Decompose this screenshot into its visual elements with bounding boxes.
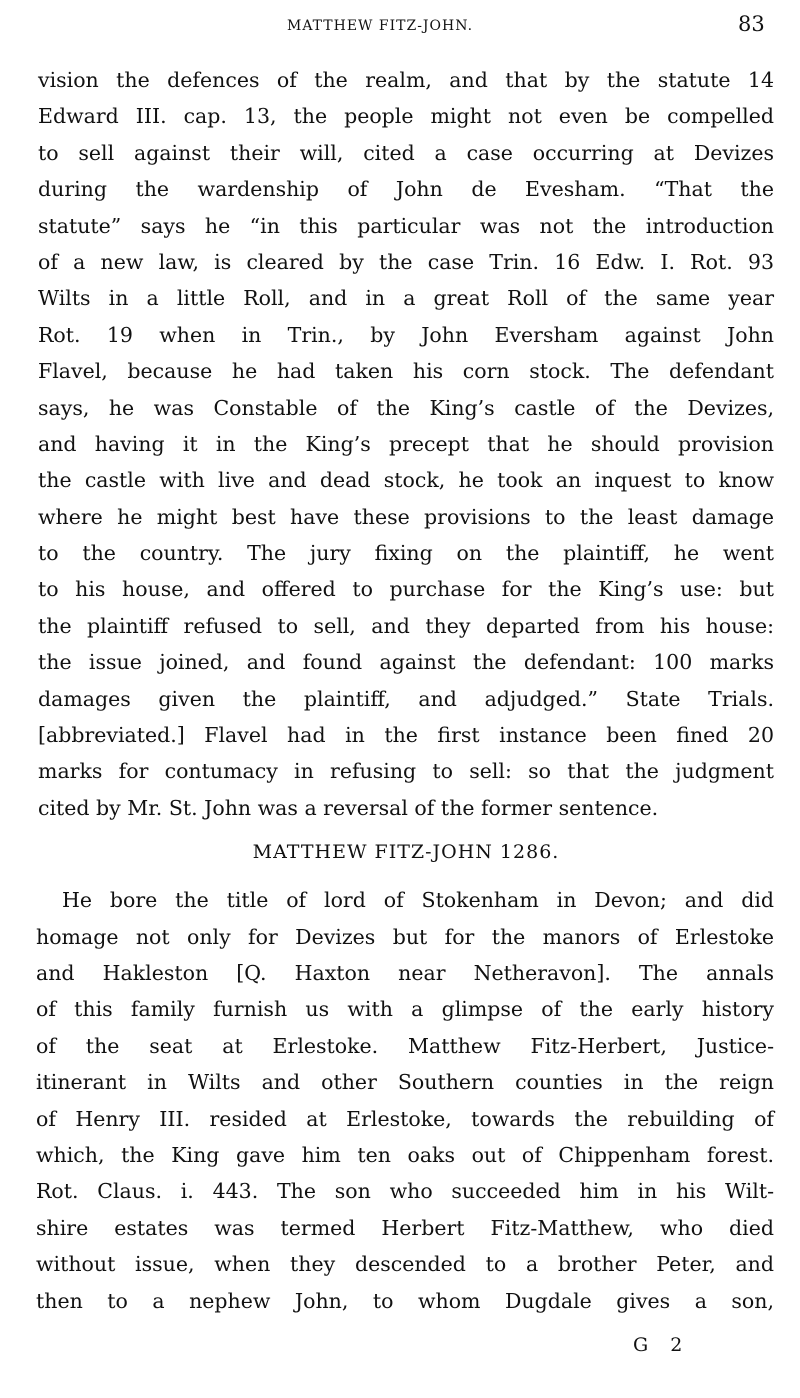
text-line: the issue joined, and found against the defendant: 100 marks <box>38 650 774 675</box>
text-line: Edward III. cap. 13, the people might not even be compelled <box>38 104 774 129</box>
text-line: He bore the title of lord of Stokenham in Devon; and did <box>62 888 774 913</box>
text-line: says, he was Constable of the King’s castle of the Devizes, <box>38 395 774 420</box>
text-line: which, the King gave him ten oaks out of Chippenham forest. <box>36 1142 774 1167</box>
paragraph-2 <box>36 882 774 1319</box>
text-line: vision the defences of the realm, and that by the statute 14 <box>38 68 774 92</box>
text-line: and Hakleston [Q. Haxton near Netheravon]. The annals <box>36 960 774 985</box>
text-line: of a new law, is cleared by the case Trin. 16 Edw. I. Rot. 93 <box>38 249 774 274</box>
text-line: Wilts in a little Roll, and in a great Roll of the same year <box>38 286 774 311</box>
running-title: MATTHEW FITZ-JOHN. <box>287 18 474 34</box>
text-line: cited by Mr. St. John was a reversal of the former sentence. <box>38 795 659 820</box>
text-line: Rot. 19 when in Trin., by John Eversham against John <box>38 322 774 347</box>
text-line: itinerant in Wilts and other Southern counties in the reign <box>36 1070 774 1095</box>
text-line: where he might best have these provisions to the least damage <box>38 504 774 529</box>
text-line: statute” says he “in this particular was not the introduction <box>38 213 774 238</box>
text-line: to his house, and offered to purchase for the King’s use: but <box>38 577 774 602</box>
text-line: then to a nephew John, to whom Dugdale gives a son, <box>36 1288 774 1313</box>
text-line: of Henry III. resided at Erlestoke, towards the rebuilding of <box>36 1106 774 1131</box>
text-line: and having it in the King’s precept that he should provision <box>38 431 774 456</box>
text-line: without issue, when they descended to a brother Peter, and <box>36 1252 774 1277</box>
text-line: of the seat at Erlestoke. Matthew Fitz-Herbert, Justice- <box>36 1033 774 1058</box>
text-line: during the wardenship of John de Evesham. “That the <box>38 177 774 202</box>
text-line: [abbreviated.] Flavel had in the first instance been fined 20 <box>38 723 774 748</box>
text-line: to sell against their will, cited a case occurring at Devizes <box>38 140 774 165</box>
running-head <box>0 12 800 42</box>
text-line: the plaintiff refused to sell, and they departed from his house: <box>38 613 774 638</box>
page-body <box>38 62 774 1319</box>
text-line: the castle with live and dead stock, he took an inquest to know <box>38 468 774 493</box>
text-line: marks for contumacy in refusing to sell: so that the judgment <box>38 759 774 784</box>
text-line: Flavel, because he had taken his corn stock. The defendant <box>38 359 774 384</box>
section-heading: MATTHEW FITZ-JOHN 1286. <box>252 841 560 864</box>
paragraph-1 <box>38 62 774 826</box>
text-line: shire estates was termed Herbert Fitz-Matthew, who died <box>36 1215 774 1240</box>
text-line: to the country. The jury fixing on the plaintiff, he went <box>38 541 774 566</box>
signature-mark: G 2 <box>633 1334 691 1356</box>
text-line: damages given the plaintiff, and adjudged.” State Trials. <box>38 686 774 711</box>
page-number: 83 <box>738 12 765 36</box>
text-line: of this family furnish us with a glimpse of the early history <box>36 997 774 1022</box>
text-line: Rot. Claus. i. 443. The son who succeeded him in his Wilt- <box>36 1179 774 1204</box>
text-line: homage not only for Devizes but for the manors of Erlestoke <box>36 924 774 949</box>
